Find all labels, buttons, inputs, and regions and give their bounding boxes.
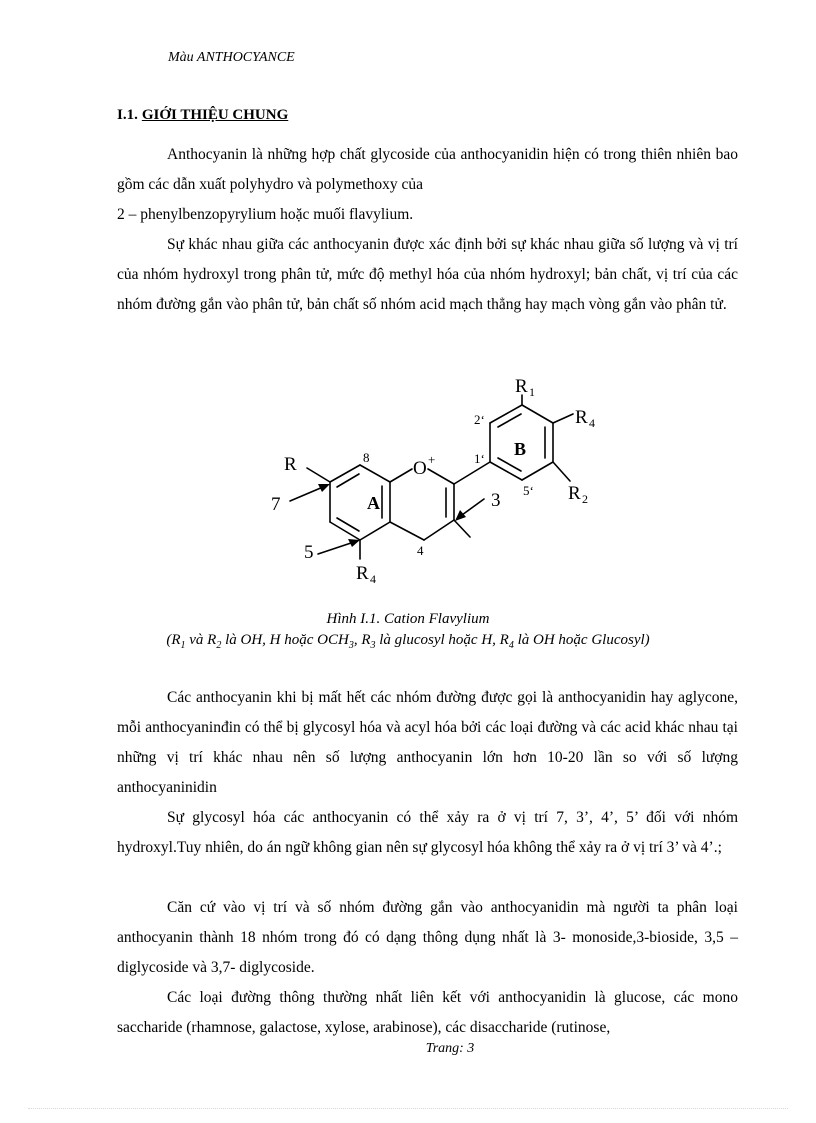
page-header: Màu ANTHOCYANCE xyxy=(168,50,295,65)
page-bottom-rule xyxy=(28,1108,788,1109)
charge-label: + xyxy=(428,452,436,467)
position-5prime-label: 5‘ xyxy=(523,483,534,498)
figure-caption-detail: ($R_1$ và $R_2$ là OH, H hoặc $OCH_3$, $R_3$ là glucosyl hoặc H, $R_4$ là OH hoặc Glucosyl) xyxy=(166,632,650,651)
paragraph-sugars: Các loại đường thông thường nhất liên kết với anthocyanidin là glucose, các mono saccharide (rhamnose, galactose, xylose, arabinose), các disaccharide (rutinose, xyxy=(117,989,738,1036)
paragraph-intro: Anthocyanin là những hợp chất glycoside của anthocyanidin hiện có trong thiên nhiên bao gồm các dẫn xuất polyhydro và polymethoxy của xyxy=(117,146,738,193)
substituent-r1-subscript: 1 xyxy=(529,385,535,399)
paragraph-glycosylation: Sự glycosyl hóa các anthocyanin có thể xảy ra ở vị trí 7, 3’, 4’, 5’ đối với nhóm hydroxyl.Tuy nhiên, do án ngữ không gian nên sự glycosyl hóa không thể xảy ra ở vị trí 3’ và 4’.; xyxy=(117,809,738,856)
ring-b-label: B xyxy=(514,439,527,459)
position-4-label: 4 xyxy=(417,543,424,558)
position-5-label: 5 xyxy=(304,542,314,563)
page-footer: Trang: 3 xyxy=(425,1041,475,1056)
position-3-label: 3 xyxy=(491,490,501,511)
paragraph-intro-cont: 2 – phenylbenzopyrylium hoặc muối flavylium. xyxy=(117,206,414,223)
substituent-r1-label: R xyxy=(515,376,528,397)
paragraph-anthocyanidin: Các anthocyanin khi bị mất hết các nhóm đường được gọi là anthocyanidin hay aglycone, mỗi anthocyaninđin có thể bị glycosyl hóa và acyl hóa bởi các loại đường và các acid khác nhau tại những vị trí khác nhau nên số lượng anthocyanin lớn hơn 10-20 lần so với số lượng anthocyaninidin xyxy=(117,689,738,796)
position-8-label: 8 xyxy=(363,450,370,465)
position-2prime-label: 2‘ xyxy=(474,412,485,427)
flavylium-structure-figure xyxy=(0,360,816,600)
substituent-r4-bottom-subscript: 4 xyxy=(370,572,376,586)
ring-a-label: A xyxy=(367,493,380,513)
position-7-label: 7 xyxy=(271,494,281,515)
oxygen-label: O xyxy=(413,458,427,479)
paragraph-differences: Sự khác nhau giữa các anthocyanin được xác định bởi sự khác nhau giữa số lượng và vị trí của nhóm hydroxyl trong phân tử, mức độ methyl hóa của nhóm hydroxyl; bản chất, vị trí của các nhóm đường gắn vào phân tử, bản chất số nhóm acid mạch thẳng hay mạch vòng gắn vào phân tử. xyxy=(117,236,738,313)
figure-caption-title: Hình I.1. Cation Flavylium xyxy=(326,611,490,627)
substituent-r-label: R xyxy=(284,454,297,475)
section-heading xyxy=(117,107,288,124)
section-title: GIỚI THIỆU CHUNG xyxy=(141,107,289,123)
substituent-r2-label: R xyxy=(568,483,581,504)
section-number: I.1. xyxy=(117,107,138,123)
substituent-r2-subscript: 2 xyxy=(582,492,588,506)
substituent-r4-right-subscript: 4 xyxy=(589,416,595,430)
substituent-r4-bottom-label: R xyxy=(356,563,369,584)
position-1prime-label: 1‘ xyxy=(474,451,485,466)
paragraph-classification: Căn cứ vào vị trí và số nhóm đường gắn vào anthocyanidin mà người ta phân loại anthocyanin thành 18 nhóm trong đó có dạng thông dụng nhất là 3- monoside,3-bioside, 3,5 – diglycoside và 3,7- diglycoside. xyxy=(117,899,738,976)
substituent-r4-right-label: R xyxy=(575,407,588,428)
